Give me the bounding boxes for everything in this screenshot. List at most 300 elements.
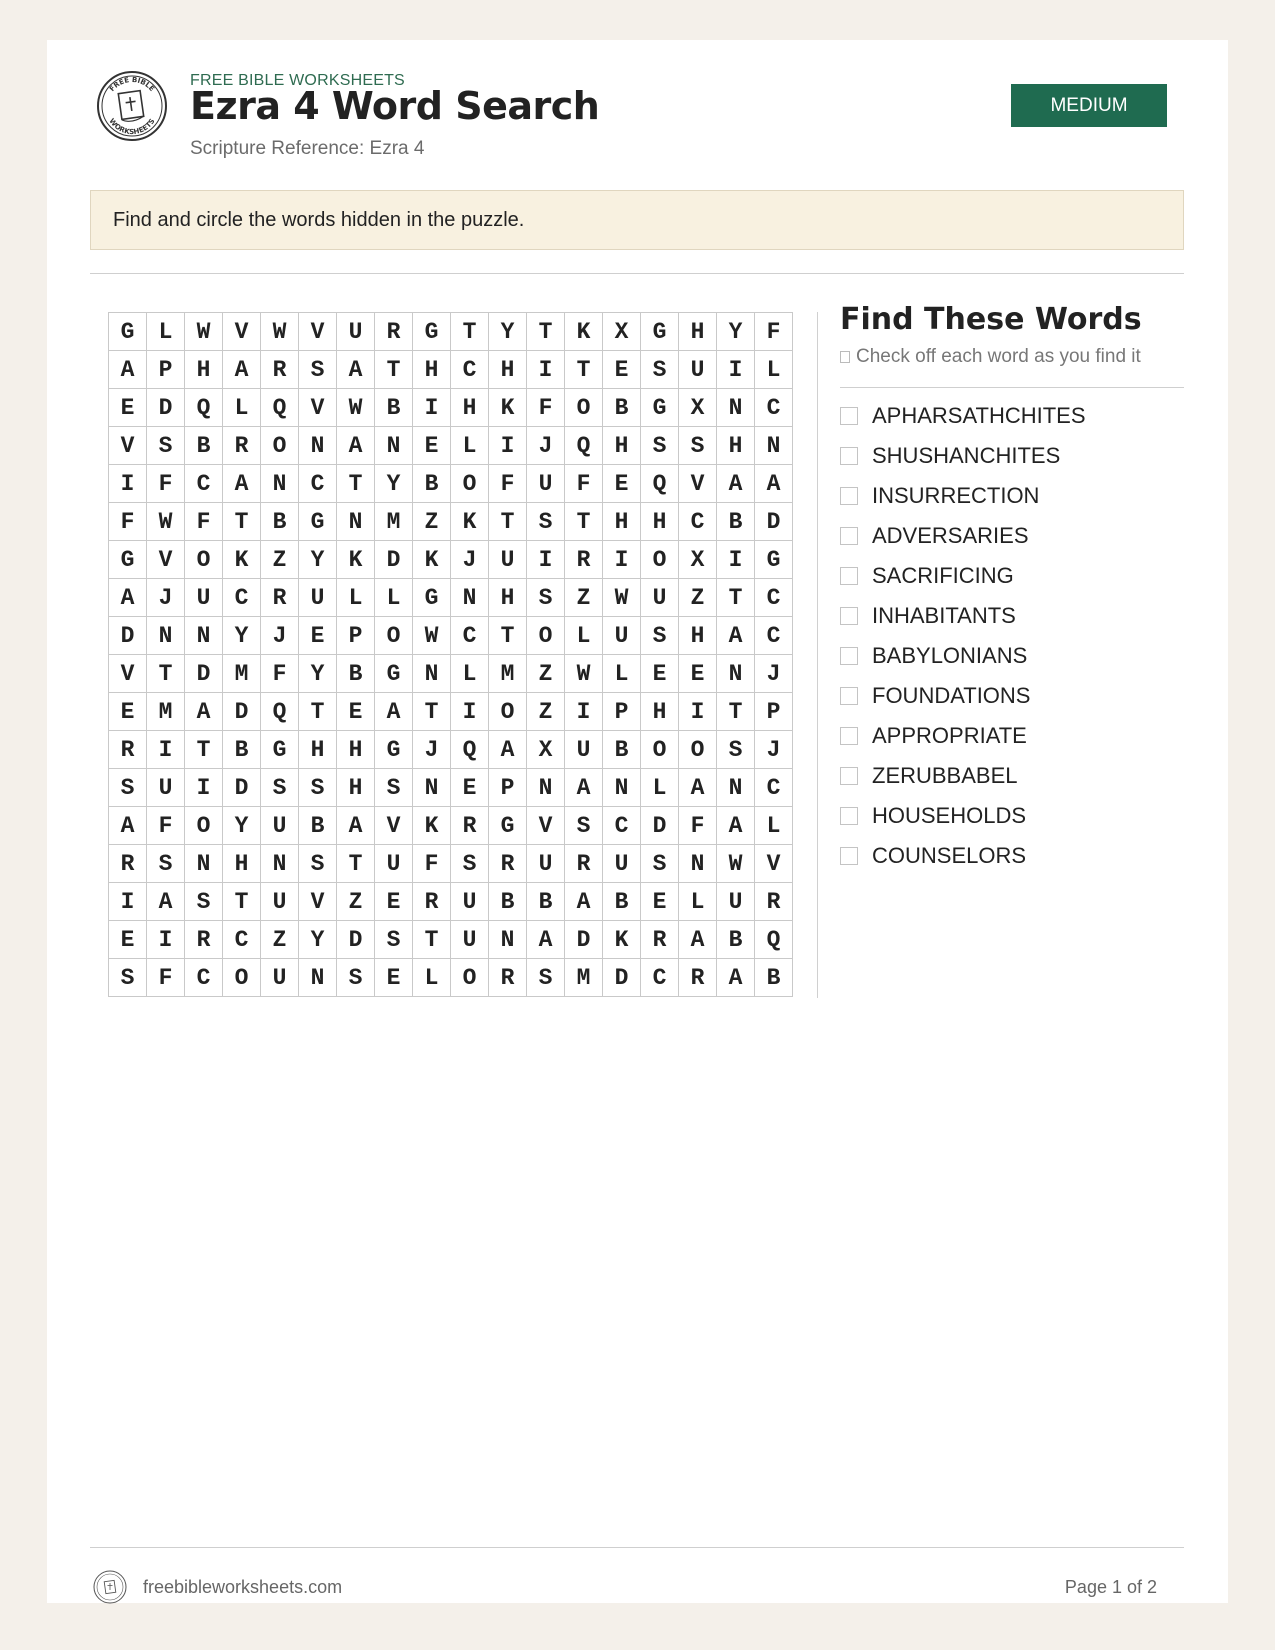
grid-cell[interactable]: E — [375, 883, 413, 921]
grid-cell[interactable]: S — [375, 921, 413, 959]
grid-cell[interactable]: O — [489, 693, 527, 731]
grid-cell[interactable]: S — [527, 579, 565, 617]
grid-cell[interactable]: Z — [261, 921, 299, 959]
grid-cell[interactable]: A — [565, 883, 603, 921]
word-checkbox[interactable] — [840, 527, 858, 545]
grid-cell[interactable]: P — [147, 351, 185, 389]
grid-cell[interactable]: H — [337, 769, 375, 807]
grid-cell[interactable]: L — [451, 427, 489, 465]
grid-cell[interactable]: U — [527, 845, 565, 883]
grid-cell[interactable]: C — [451, 351, 489, 389]
grid-cell[interactable]: H — [679, 313, 717, 351]
grid-cell[interactable]: H — [489, 579, 527, 617]
grid-cell[interactable]: S — [565, 807, 603, 845]
grid-cell[interactable]: J — [261, 617, 299, 655]
grid-cell[interactable]: T — [337, 465, 375, 503]
grid-cell[interactable]: N — [717, 389, 755, 427]
grid-cell[interactable]: B — [337, 655, 375, 693]
grid-cell[interactable]: R — [375, 313, 413, 351]
grid-cell[interactable]: E — [109, 921, 147, 959]
grid-cell[interactable]: U — [451, 883, 489, 921]
grid-cell[interactable]: B — [223, 731, 261, 769]
grid-cell[interactable]: B — [603, 731, 641, 769]
grid-cell[interactable]: R — [641, 921, 679, 959]
grid-cell[interactable]: N — [489, 921, 527, 959]
grid-cell[interactable]: D — [755, 503, 793, 541]
grid-cell[interactable]: O — [185, 807, 223, 845]
grid-cell[interactable]: R — [223, 427, 261, 465]
grid-cell[interactable]: D — [603, 959, 641, 997]
grid-cell[interactable]: D — [109, 617, 147, 655]
grid-cell[interactable]: C — [755, 579, 793, 617]
grid-cell[interactable]: A — [717, 617, 755, 655]
grid-cell[interactable]: E — [337, 693, 375, 731]
grid-cell[interactable]: T — [413, 693, 451, 731]
grid-cell[interactable]: H — [489, 351, 527, 389]
grid-cell[interactable]: S — [527, 959, 565, 997]
grid-cell[interactable]: J — [147, 579, 185, 617]
grid-cell[interactable]: P — [489, 769, 527, 807]
grid-cell[interactable]: F — [489, 465, 527, 503]
grid-cell[interactable]: A — [679, 921, 717, 959]
grid-cell[interactable]: H — [717, 427, 755, 465]
grid-cell[interactable]: R — [755, 883, 793, 921]
word-checkbox[interactable] — [840, 687, 858, 705]
grid-cell[interactable]: T — [717, 693, 755, 731]
grid-cell[interactable]: F — [185, 503, 223, 541]
grid-cell[interactable]: Z — [565, 579, 603, 617]
grid-cell[interactable]: X — [603, 313, 641, 351]
grid-cell[interactable]: C — [451, 617, 489, 655]
grid-cell[interactable]: H — [299, 731, 337, 769]
grid-cell[interactable]: T — [337, 845, 375, 883]
grid-cell[interactable]: N — [337, 503, 375, 541]
grid-cell[interactable]: T — [413, 921, 451, 959]
grid-cell[interactable]: C — [603, 807, 641, 845]
grid-cell[interactable]: Z — [527, 693, 565, 731]
grid-cell[interactable]: S — [109, 959, 147, 997]
grid-cell[interactable]: N — [717, 769, 755, 807]
grid-cell[interactable]: V — [375, 807, 413, 845]
grid-cell[interactable]: B — [375, 389, 413, 427]
grid-cell[interactable]: S — [679, 427, 717, 465]
grid-cell[interactable]: I — [603, 541, 641, 579]
grid-cell[interactable]: I — [109, 465, 147, 503]
grid-cell[interactable]: L — [603, 655, 641, 693]
grid-cell[interactable]: K — [337, 541, 375, 579]
grid-cell[interactable]: E — [451, 769, 489, 807]
grid-cell[interactable]: R — [565, 541, 603, 579]
word-checkbox[interactable] — [840, 807, 858, 825]
grid-cell[interactable]: N — [413, 655, 451, 693]
grid-cell[interactable]: R — [489, 959, 527, 997]
grid-cell[interactable]: F — [147, 465, 185, 503]
grid-cell[interactable]: Y — [375, 465, 413, 503]
grid-cell[interactable]: A — [717, 465, 755, 503]
grid-cell[interactable]: F — [755, 313, 793, 351]
grid-cell[interactable]: M — [565, 959, 603, 997]
grid-cell[interactable]: G — [413, 313, 451, 351]
grid-cell[interactable]: G — [375, 655, 413, 693]
grid-cell[interactable]: O — [185, 541, 223, 579]
grid-cell[interactable]: N — [185, 617, 223, 655]
grid-cell[interactable]: C — [755, 617, 793, 655]
grid-cell[interactable]: S — [147, 845, 185, 883]
grid-cell[interactable]: S — [299, 769, 337, 807]
grid-cell[interactable]: C — [755, 389, 793, 427]
grid-cell[interactable]: T — [299, 693, 337, 731]
grid-cell[interactable]: B — [299, 807, 337, 845]
grid-cell[interactable]: C — [185, 959, 223, 997]
grid-cell[interactable]: D — [223, 769, 261, 807]
grid-cell[interactable]: E — [109, 693, 147, 731]
grid-cell[interactable]: R — [109, 731, 147, 769]
grid-cell[interactable]: T — [375, 351, 413, 389]
grid-cell[interactable]: R — [451, 807, 489, 845]
grid-cell[interactable]: P — [603, 693, 641, 731]
grid-cell[interactable]: E — [679, 655, 717, 693]
grid-cell[interactable]: A — [185, 693, 223, 731]
grid-cell[interactable]: A — [717, 807, 755, 845]
grid-cell[interactable]: A — [109, 807, 147, 845]
grid-cell[interactable]: G — [109, 313, 147, 351]
grid-cell[interactable]: N — [451, 579, 489, 617]
grid-cell[interactable]: I — [527, 541, 565, 579]
grid-cell[interactable]: G — [413, 579, 451, 617]
grid-cell[interactable]: L — [641, 769, 679, 807]
grid-cell[interactable]: A — [755, 465, 793, 503]
grid-cell[interactable]: C — [185, 465, 223, 503]
grid-cell[interactable]: B — [603, 389, 641, 427]
grid-cell[interactable]: C — [299, 465, 337, 503]
grid-cell[interactable]: F — [527, 389, 565, 427]
grid-cell[interactable]: B — [755, 959, 793, 997]
grid-cell[interactable]: A — [489, 731, 527, 769]
grid-cell[interactable]: R — [261, 351, 299, 389]
grid-cell[interactable]: B — [717, 503, 755, 541]
grid-cell[interactable]: S — [717, 731, 755, 769]
grid-cell[interactable]: F — [679, 807, 717, 845]
grid-cell[interactable]: U — [299, 579, 337, 617]
grid-cell[interactable]: R — [489, 845, 527, 883]
grid-cell[interactable]: S — [451, 845, 489, 883]
grid-cell[interactable]: S — [641, 427, 679, 465]
grid-cell[interactable]: H — [603, 427, 641, 465]
grid-cell[interactable]: S — [299, 351, 337, 389]
grid-cell[interactable]: S — [261, 769, 299, 807]
grid-cell[interactable]: D — [185, 655, 223, 693]
grid-cell[interactable]: G — [641, 389, 679, 427]
grid-cell[interactable]: I — [147, 921, 185, 959]
grid-cell[interactable]: Y — [299, 655, 337, 693]
grid-cell[interactable]: R — [261, 579, 299, 617]
grid-cell[interactable]: W — [413, 617, 451, 655]
grid-cell[interactable]: I — [679, 693, 717, 731]
grid-cell[interactable]: W — [603, 579, 641, 617]
grid-cell[interactable]: O — [679, 731, 717, 769]
grid-cell[interactable]: G — [755, 541, 793, 579]
grid-cell[interactable]: D — [337, 921, 375, 959]
grid-cell[interactable]: G — [489, 807, 527, 845]
grid-cell[interactable]: H — [603, 503, 641, 541]
grid-cell[interactable]: S — [641, 617, 679, 655]
grid-cell[interactable]: E — [603, 351, 641, 389]
grid-cell[interactable]: U — [717, 883, 755, 921]
grid-cell[interactable]: K — [489, 389, 527, 427]
grid-cell[interactable]: R — [185, 921, 223, 959]
grid-cell[interactable]: B — [185, 427, 223, 465]
grid-cell[interactable]: U — [565, 731, 603, 769]
grid-cell[interactable]: U — [337, 313, 375, 351]
grid-cell[interactable]: V — [527, 807, 565, 845]
grid-cell[interactable]: L — [413, 959, 451, 997]
grid-cell[interactable]: Z — [261, 541, 299, 579]
grid-cell[interactable]: S — [147, 427, 185, 465]
grid-cell[interactable]: O — [641, 541, 679, 579]
grid-cell[interactable]: H — [641, 503, 679, 541]
grid-cell[interactable]: G — [261, 731, 299, 769]
grid-cell[interactable]: D — [641, 807, 679, 845]
grid-cell[interactable]: L — [679, 883, 717, 921]
grid-cell[interactable]: L — [147, 313, 185, 351]
grid-cell[interactable]: T — [527, 313, 565, 351]
grid-cell[interactable]: N — [603, 769, 641, 807]
word-checkbox[interactable] — [840, 607, 858, 625]
word-checkbox[interactable] — [840, 847, 858, 865]
grid-cell[interactable]: D — [223, 693, 261, 731]
grid-cell[interactable]: U — [451, 921, 489, 959]
grid-cell[interactable]: L — [565, 617, 603, 655]
grid-cell[interactable]: M — [489, 655, 527, 693]
grid-cell[interactable]: M — [223, 655, 261, 693]
grid-cell[interactable]: V — [755, 845, 793, 883]
grid-cell[interactable]: N — [261, 465, 299, 503]
grid-cell[interactable]: V — [299, 389, 337, 427]
grid-cell[interactable]: F — [413, 845, 451, 883]
grid-cell[interactable]: L — [375, 579, 413, 617]
grid-cell[interactable]: C — [223, 921, 261, 959]
grid-cell[interactable]: B — [413, 465, 451, 503]
grid-cell[interactable]: U — [147, 769, 185, 807]
grid-cell[interactable]: L — [755, 807, 793, 845]
grid-cell[interactable]: O — [641, 731, 679, 769]
grid-cell[interactable]: J — [527, 427, 565, 465]
grid-cell[interactable]: E — [375, 959, 413, 997]
grid-cell[interactable]: H — [185, 351, 223, 389]
grid-cell[interactable]: E — [641, 655, 679, 693]
grid-cell[interactable]: F — [261, 655, 299, 693]
grid-cell[interactable]: Q — [641, 465, 679, 503]
grid-cell[interactable]: N — [299, 959, 337, 997]
grid-cell[interactable]: S — [299, 845, 337, 883]
grid-cell[interactable]: H — [679, 617, 717, 655]
grid-cell[interactable]: A — [223, 465, 261, 503]
grid-cell[interactable]: U — [375, 845, 413, 883]
grid-cell[interactable]: E — [299, 617, 337, 655]
grid-cell[interactable]: V — [223, 313, 261, 351]
grid-cell[interactable]: G — [109, 541, 147, 579]
grid-cell[interactable]: I — [527, 351, 565, 389]
grid-cell[interactable]: L — [451, 655, 489, 693]
grid-cell[interactable]: U — [261, 807, 299, 845]
grid-cell[interactable]: X — [679, 541, 717, 579]
grid-cell[interactable]: K — [413, 807, 451, 845]
grid-cell[interactable]: I — [147, 731, 185, 769]
footer-site-link[interactable]: freebibleworksheets.com — [143, 1577, 343, 1597]
grid-cell[interactable]: F — [147, 959, 185, 997]
grid-cell[interactable]: J — [755, 655, 793, 693]
grid-cell[interactable]: L — [755, 351, 793, 389]
grid-cell[interactable]: N — [717, 655, 755, 693]
grid-cell[interactable]: K — [223, 541, 261, 579]
grid-cell[interactable]: V — [299, 313, 337, 351]
grid-cell[interactable]: S — [375, 769, 413, 807]
grid-cell[interactable]: Q — [755, 921, 793, 959]
grid-cell[interactable]: E — [109, 389, 147, 427]
grid-cell[interactable]: J — [451, 541, 489, 579]
word-checkbox[interactable] — [840, 727, 858, 745]
grid-cell[interactable]: Y — [299, 921, 337, 959]
grid-cell[interactable]: T — [185, 731, 223, 769]
grid-cell[interactable]: K — [451, 503, 489, 541]
grid-cell[interactable]: W — [261, 313, 299, 351]
grid-cell[interactable]: V — [109, 427, 147, 465]
grid-cell[interactable]: S — [109, 769, 147, 807]
grid-cell[interactable]: D — [565, 921, 603, 959]
grid-cell[interactable]: O — [565, 389, 603, 427]
word-checkbox[interactable] — [840, 487, 858, 505]
grid-cell[interactable]: B — [489, 883, 527, 921]
grid-cell[interactable]: C — [641, 959, 679, 997]
grid-cell[interactable]: O — [451, 465, 489, 503]
grid-cell[interactable]: I — [717, 541, 755, 579]
grid-cell[interactable]: G — [641, 313, 679, 351]
grid-cell[interactable]: A — [109, 579, 147, 617]
grid-cell[interactable]: U — [261, 883, 299, 921]
grid-cell[interactable]: M — [375, 503, 413, 541]
grid-cell[interactable]: A — [337, 351, 375, 389]
grid-cell[interactable]: R — [109, 845, 147, 883]
grid-cell[interactable]: Z — [337, 883, 375, 921]
grid-cell[interactable]: O — [527, 617, 565, 655]
grid-cell[interactable]: I — [185, 769, 223, 807]
grid-cell[interactable]: F — [147, 807, 185, 845]
grid-cell[interactable]: N — [527, 769, 565, 807]
word-checkbox[interactable] — [840, 407, 858, 425]
grid-cell[interactable]: S — [641, 845, 679, 883]
grid-cell[interactable]: W — [565, 655, 603, 693]
grid-cell[interactable]: I — [489, 427, 527, 465]
grid-cell[interactable]: N — [413, 769, 451, 807]
grid-cell[interactable]: I — [565, 693, 603, 731]
grid-cell[interactable]: W — [337, 389, 375, 427]
grid-cell[interactable]: A — [527, 921, 565, 959]
grid-cell[interactable]: V — [109, 655, 147, 693]
grid-cell[interactable]: Y — [717, 313, 755, 351]
grid-cell[interactable]: J — [413, 731, 451, 769]
grid-cell[interactable]: T — [565, 503, 603, 541]
grid-cell[interactable]: H — [641, 693, 679, 731]
grid-cell[interactable]: T — [565, 351, 603, 389]
grid-cell[interactable]: A — [223, 351, 261, 389]
grid-cell[interactable]: U — [679, 351, 717, 389]
grid-cell[interactable]: U — [527, 465, 565, 503]
grid-cell[interactable]: T — [223, 883, 261, 921]
grid-cell[interactable]: L — [337, 579, 375, 617]
grid-cell[interactable]: S — [641, 351, 679, 389]
word-checkbox[interactable] — [840, 767, 858, 785]
grid-cell[interactable]: I — [717, 351, 755, 389]
grid-cell[interactable]: L — [223, 389, 261, 427]
grid-cell[interactable]: Z — [527, 655, 565, 693]
grid-cell[interactable]: N — [679, 845, 717, 883]
grid-cell[interactable]: C — [679, 503, 717, 541]
grid-cell[interactable]: U — [185, 579, 223, 617]
grid-cell[interactable]: A — [565, 769, 603, 807]
grid-cell[interactable]: F — [565, 465, 603, 503]
grid-cell[interactable]: K — [565, 313, 603, 351]
grid-cell[interactable]: A — [337, 807, 375, 845]
grid-cell[interactable]: A — [717, 959, 755, 997]
grid-cell[interactable]: I — [451, 693, 489, 731]
grid-cell[interactable]: Q — [261, 389, 299, 427]
grid-cell[interactable]: A — [109, 351, 147, 389]
grid-cell[interactable]: S — [185, 883, 223, 921]
grid-cell[interactable]: Y — [223, 617, 261, 655]
grid-cell[interactable]: O — [223, 959, 261, 997]
grid-cell[interactable]: U — [489, 541, 527, 579]
grid-cell[interactable]: Y — [223, 807, 261, 845]
grid-cell[interactable]: I — [109, 883, 147, 921]
grid-cell[interactable]: R — [413, 883, 451, 921]
word-checkbox[interactable] — [840, 447, 858, 465]
grid-cell[interactable]: R — [565, 845, 603, 883]
grid-cell[interactable]: O — [375, 617, 413, 655]
grid-cell[interactable]: B — [717, 921, 755, 959]
grid-cell[interactable]: D — [375, 541, 413, 579]
grid-cell[interactable]: Z — [413, 503, 451, 541]
grid-cell[interactable]: V — [299, 883, 337, 921]
grid-cell[interactable]: A — [337, 427, 375, 465]
grid-cell[interactable]: T — [451, 313, 489, 351]
grid-cell[interactable]: A — [679, 769, 717, 807]
grid-cell[interactable]: U — [603, 845, 641, 883]
grid-cell[interactable]: N — [147, 617, 185, 655]
grid-cell[interactable]: H — [413, 351, 451, 389]
grid-cell[interactable]: P — [337, 617, 375, 655]
grid-cell[interactable]: E — [641, 883, 679, 921]
grid-cell[interactable]: U — [603, 617, 641, 655]
grid-cell[interactable]: S — [527, 503, 565, 541]
grid-cell[interactable]: Q — [261, 693, 299, 731]
grid-cell[interactable]: Q — [565, 427, 603, 465]
grid-cell[interactable]: H — [223, 845, 261, 883]
grid-cell[interactable]: V — [147, 541, 185, 579]
grid-cell[interactable]: K — [413, 541, 451, 579]
word-checkbox[interactable] — [840, 567, 858, 585]
grid-cell[interactable]: X — [679, 389, 717, 427]
grid-cell[interactable]: W — [147, 503, 185, 541]
grid-cell[interactable]: N — [185, 845, 223, 883]
grid-cell[interactable]: T — [223, 503, 261, 541]
grid-cell[interactable]: B — [603, 883, 641, 921]
grid-cell[interactable]: B — [261, 503, 299, 541]
grid-cell[interactable]: U — [641, 579, 679, 617]
grid-cell[interactable]: C — [223, 579, 261, 617]
grid-cell[interactable]: U — [261, 959, 299, 997]
grid-cell[interactable]: E — [413, 427, 451, 465]
grid-cell[interactable]: O — [261, 427, 299, 465]
